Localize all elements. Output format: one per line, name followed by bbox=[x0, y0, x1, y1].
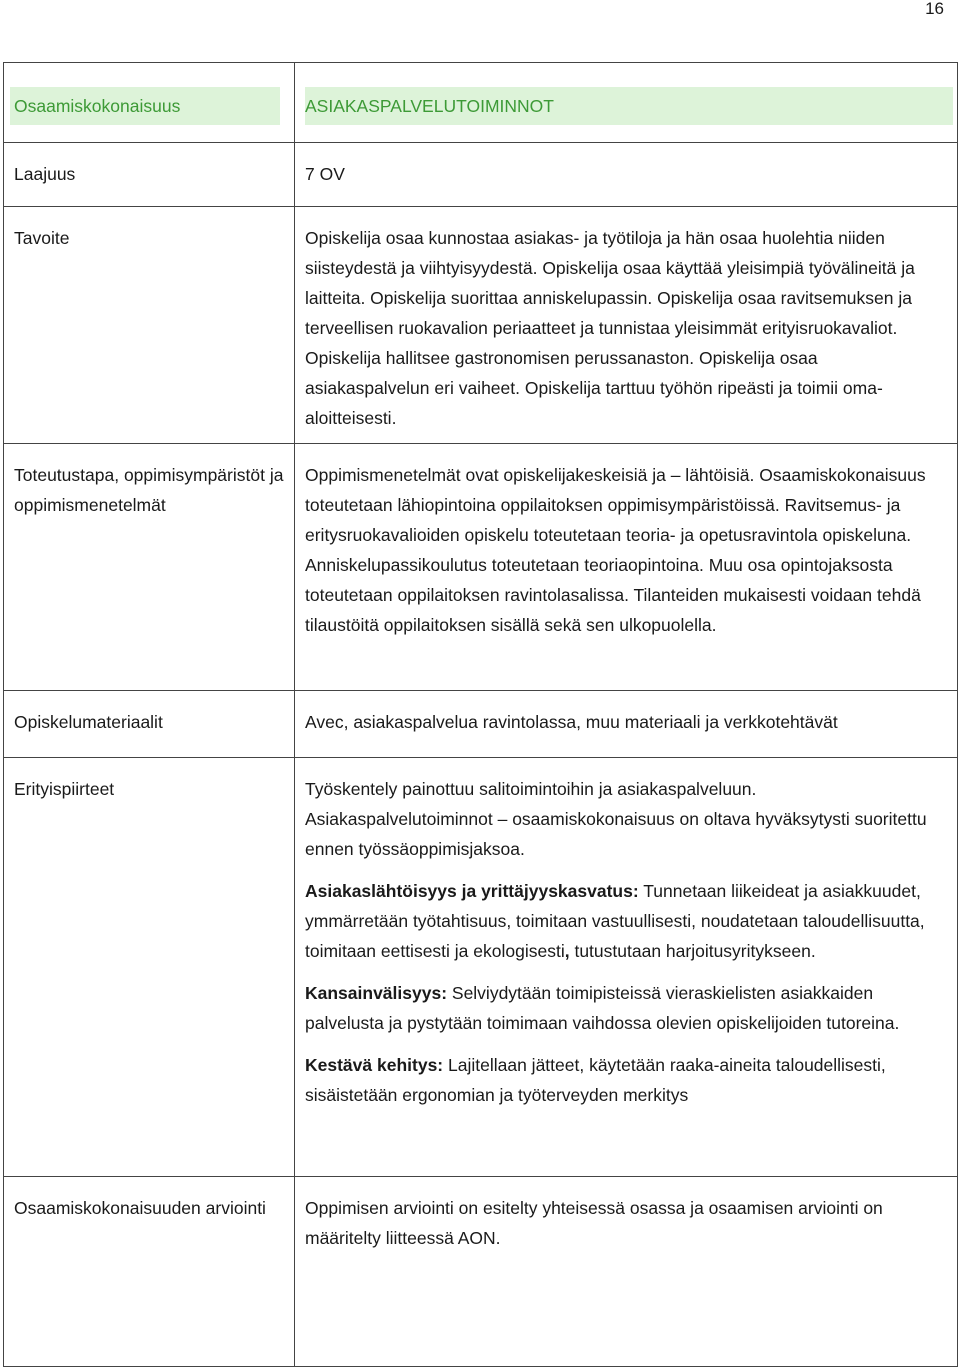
erityispiirteet-intro: Työskentely painottuu salitoimintoihin ja asiakaspalveluun. Asiakaspalvelutoiminnot – osaamiskokonaisuus on oltava hyväksytysti suoritettu ennen työssäoppimisjaksoa. bbox=[305, 779, 927, 859]
kansainvalisyys-text: Selviydytään toimipisteissä vieraskielisten asiakkaiden palvelusta ja pystytään toimimaan vaihdossa olevien opiskelijoiden tutoreina. bbox=[305, 983, 900, 1033]
arviointi-label: Osaamiskokonaisuuden arviointi bbox=[4, 1177, 295, 1367]
kestava-kehitys-paragraph bbox=[305, 1050, 947, 1110]
asiakaslahtoisyys-text-2: tutustutaan harjoitusyritykseen. bbox=[569, 941, 816, 961]
header-value-cell bbox=[295, 63, 958, 143]
table-row-tavoite bbox=[4, 207, 958, 444]
laajuus-label: Laajuus bbox=[4, 143, 295, 207]
table-row-materiaalit bbox=[4, 691, 958, 758]
page-number: 16 bbox=[925, 0, 944, 18]
toteutus-label: Toteutustapa, oppimisympäristöt ja oppimismenetelmät bbox=[4, 444, 295, 691]
materiaalit-value: Avec, asiakaspalvelua ravintolassa, muu materiaali ja verkkotehtävät bbox=[295, 691, 958, 758]
asiakaslahtoisyys-text-1: Tunnetaan liikeideat ja asiakkuudet, ymmärretään työtahtisuus, toimitaan vastuullisesti, noudatetaan taloudellisuutta, toimitaan eettisesti ja ekologisesti bbox=[305, 881, 925, 961]
kansainvalisyys-title: Kansainvälisyys: bbox=[305, 983, 448, 1003]
table-row-erityispiirteet bbox=[4, 758, 958, 1177]
kestava-kehitys-text: Lajitellaan jätteet, käytetään raaka-aineita taloudellisesti, sisäistetään ergonomian ja työterveyden merkitys bbox=[305, 1055, 886, 1105]
table-row-laajuus bbox=[4, 143, 958, 207]
materiaalit-label: Opiskelumateriaalit bbox=[4, 691, 295, 758]
asiakaslahtoisyys-comma: , bbox=[564, 941, 570, 961]
asiakaslahtoisyys-paragraph bbox=[305, 876, 947, 966]
module-title: ASIAKASPALVELUTOIMINNOT bbox=[305, 87, 953, 125]
erityispiirteet-value bbox=[295, 758, 958, 1177]
kansainvalisyys-paragraph bbox=[305, 978, 947, 1038]
table-row-header bbox=[4, 63, 958, 143]
header-label-cell bbox=[4, 63, 295, 143]
arviointi-value: Oppimisen arviointi on esitelty yhteisessä osassa ja osaamisen arviointi on määritelty liitteessä AON. bbox=[295, 1177, 958, 1367]
tavoite-label: Tavoite bbox=[4, 207, 295, 444]
laajuus-value: 7 OV bbox=[295, 143, 958, 207]
course-module-table bbox=[3, 62, 958, 1367]
header-label: Osaamiskokonaisuus bbox=[10, 87, 280, 125]
table-row-arviointi bbox=[4, 1177, 958, 1367]
table-row-toteutus bbox=[4, 444, 958, 691]
kestava-kehitys-title: Kestävä kehitys: bbox=[305, 1055, 444, 1075]
asiakaslahtoisyys-title: Asiakaslähtöisyys ja yrittäjyyskasvatus: bbox=[305, 881, 639, 901]
tavoite-value: Opiskelija osaa kunnostaa asiakas- ja työtiloja ja hän osaa huolehtia niiden siisteydestä ja viihtyisyydestä. Opiskelija osaa käyttää yleisimpiä työvälineitä ja laitteita. Opiskelija suorittaa anniskelupassin. Opiskelija osaa ravitsemuksen ja terveellisen ruokavalion periaatteet ja tunnistaa yleisimmät erityisruokavaliot. Opiskelija hallitsee gastronomisen perussanaston. Opiskelija osaa asiakaspalvelun eri vaiheet. Opiskelija tarttuu työhön ripeästi ja toimii oma-aloitteisesti. bbox=[295, 207, 958, 444]
toteutus-value: Oppimismenetelmät ovat opiskelijakeskeisiä ja – lähtöisiä. Osaamiskokonaisuus toteutetaan lähiopintoina oppilaitoksen oppimisympäristöissä. Ravitsemus- ja eritysruokavalioiden opiskelu toteutetaan teoria- ja opetusravintola opiskeluna. Anniskelupassikoulutus toteutetaan teoriaopintoina. Muu osa opintojaksosta toteutetaan oppilaitoksen ravintolasalissa. Tilanteiden mukaisesti voidaan tehdä tilaustöitä oppilaitoksen sisällä sekä sen ulkopuolella. bbox=[295, 444, 958, 691]
erityispiirteet-label: Erityispiirteet bbox=[4, 758, 295, 1177]
